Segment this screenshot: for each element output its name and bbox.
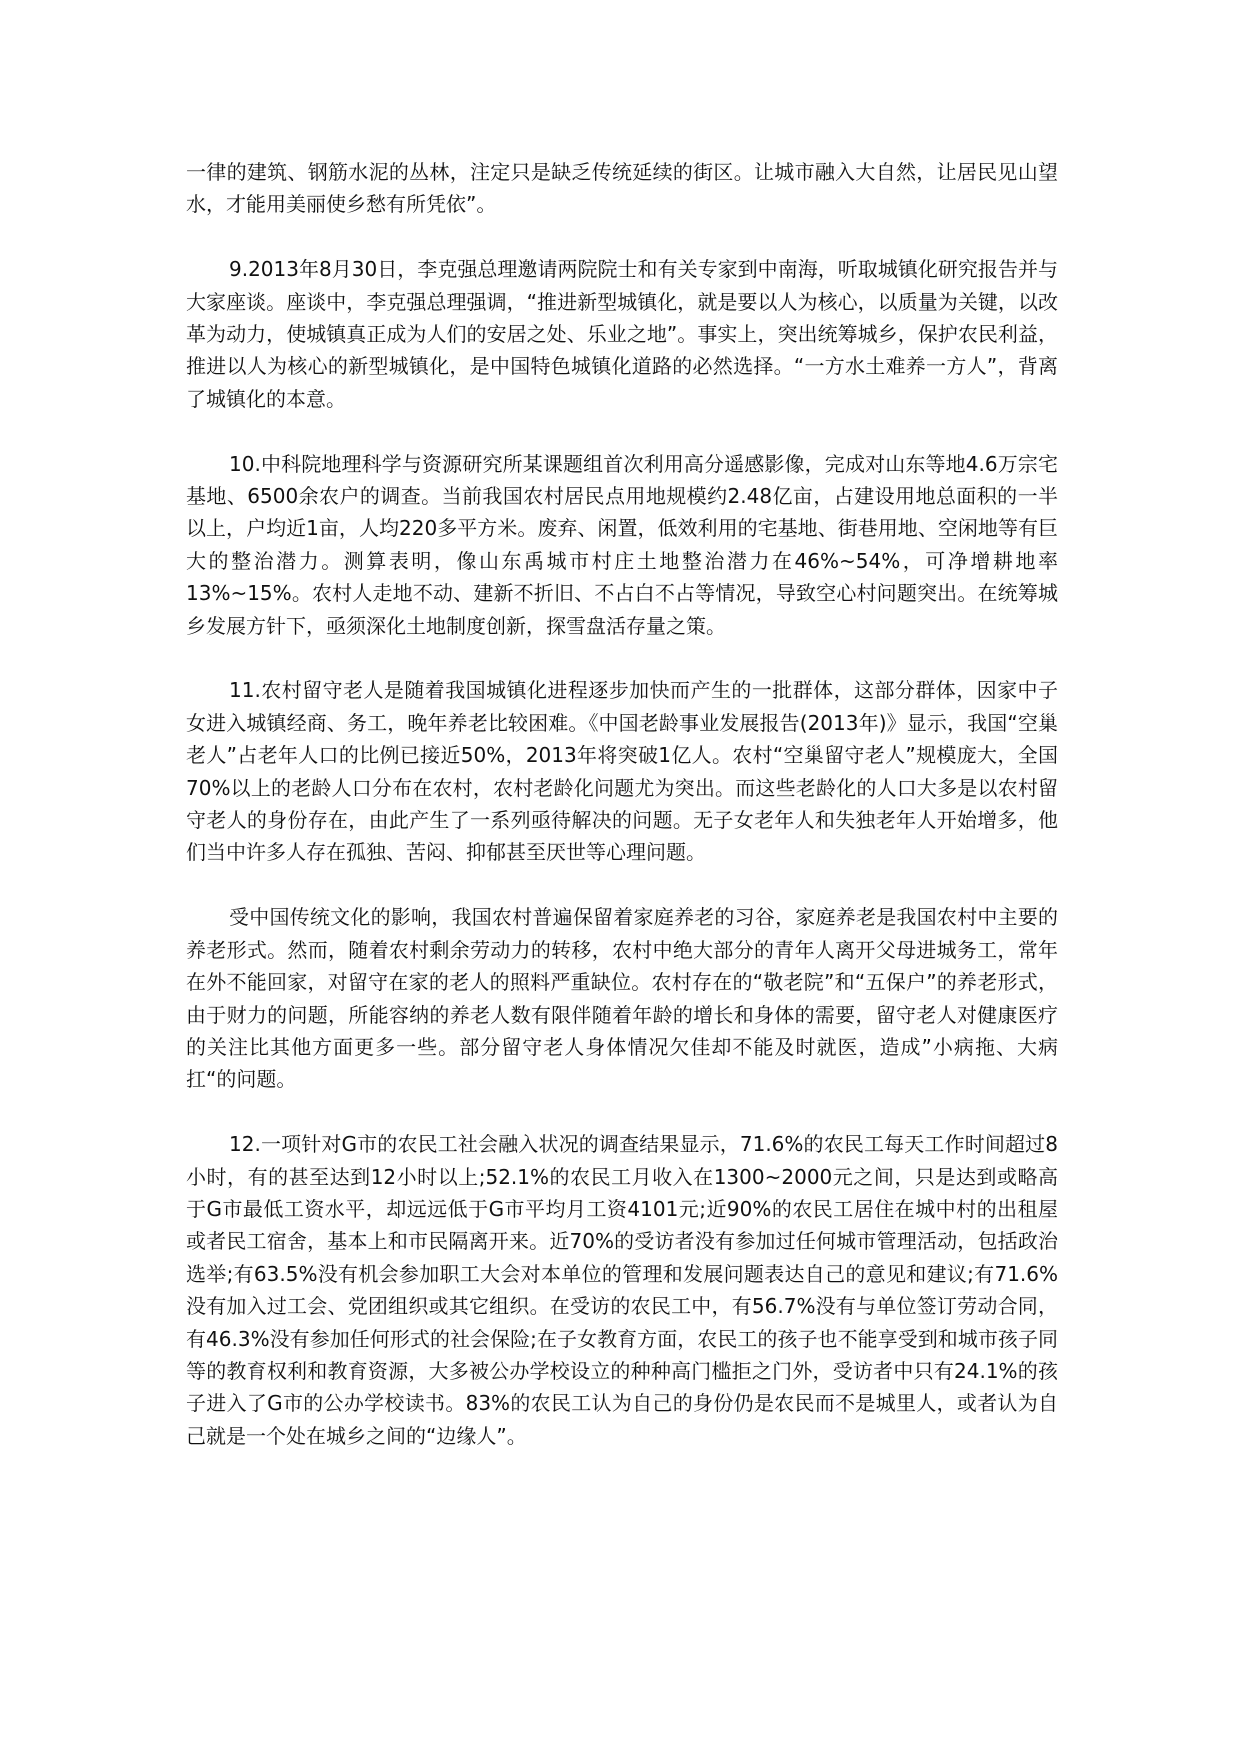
paragraph-item-12: 12.一项针对G市的农民工社会融入状况的调查结果显示，71.6%的农民工每天工作时间超过8小时，有的甚至达到12小时以上;52.1%的农民工月收入在1300~2000元之间，只是达到或略高于G市最低工资水平，却远远低于G市平均月工资4101元;近90%的农民工居住在城中村的出租屋或者民工宿舍，基本上和市民隔离开来。近70%的受访者没有参加过任何城市管理活动，包括政治选举;有63.5%没有机会参加职工大会对本单位的管理和发展问题表达自己的意见和建议;有71.6%没有加入过工会、党团组织或其它组织。在受访的农民工中，有56.7%没有与单位签订劳动合同，有46.3%没有参加任何形式的社会保险;在子女教育方面，农民工的孩子也不能享受到和城市孩子同等的教育权利和教育资源，大多被公办学校设立的种种高门槛拒之门外，受访者中只有24.1%的孩子进入了G市的公办学校读书。83%的农民工认为自己的身份仍是农民而不是城里人，或者认为自己就是一个处在城乡之间的“边缘人”。 xyxy=(186,1132,1058,1448)
paragraph-item-11: 11.农村留守老人是随着我国城镇化进程逐步加快而产生的一批群体，这部分群体，因家中子女进入城镇经商、务工，晚年养老比较困难。《中国老龄事业发展报告(2013年)》显示，我国“空巢老人”占老年人口的比例已接近50%，2013年将突破1亿人。农村“空巢留守老人”规模庞大，全国70%以上的老龄人口分布在农村，农村老龄化问题尤为突出。而这些老龄化的人口大多是以农村留守老人的身份存在，由此产生了一系列亟待解决的问题。无子女老年人和失独老年人开始增多，他们当中许多人存在孤独、苦闷、抑郁甚至厌世等心理问题。 xyxy=(186,678,1058,865)
document-page xyxy=(186,156,1058,1485)
paragraph-item-9: 9.2013年8月30日，李克强总理邀请两院院士和有关专家到中南海，听取城镇化研究报告并与大家座谈。座谈中，李克强总理强调，“推进新型城镇化，就是要以人为核心，以质量为关键，以改革为动力，使城镇真正成为人们的安居之处、乐业之地”。事实上，突出统筹城乡，保护农民利益，推进以人为核心的新型城镇化，是中国特色城镇化道路的必然选择。“一方水土难养一方人”，背离了城镇化的本意。 xyxy=(186,257,1058,411)
paragraph-intro-continuation: 一律的建筑、钢筋水泥的丛林，注定只是缺乏传统延续的街区。让城市融入大自然，让居民见山望水，才能用美丽使乡愁有所凭依”。 xyxy=(186,160,1058,217)
paragraph-item-11-continued: 受中国传统文化的影响，我国农村普遍保留着家庭养老的习谷，家庭养老是我国农村中主要的养老形式。然而，随着农村剩余劳动力的转移，农村中绝大部分的青年人离开父母进城务工，常年在外不能回家，对留守在家的老人的照料严重缺位。农村存在的“敬老院”和“五保户”的养老形式，由于财力的问题，所能容纳的养老人数有限伴随着年龄的增长和身体的需要，留守老人对健康医疗的关注比其他方面更多一些。部分留守老人身体情况欠佳却不能及时就医，造成”小病拖、大病扛“的问题。 xyxy=(186,905,1058,1092)
paragraph-item-10: 10.中科院地理科学与资源研究所某课题组首次利用高分遥感影像，完成对山东等地4.6万宗宅基地、6500余农户的调查。当前我国农村居民点用地规模约2.48亿亩，占建设用地总面积的一半以上，户均近1亩，人均220多平方米。废弃、闲置，低效利用的宅基地、街巷用地、空闲地等有巨大的整治潜力。测算表明，像山东禹城市村庄土地整治潜力在46%~54%，可净增耕地率13%~15%。农村人走地不动、建新不折旧、不占白不占等情况，导致空心村问题突出。在统筹城乡发展方针下，亟须深化土地制度创新，探雪盘活存量之策。 xyxy=(186,451,1058,638)
